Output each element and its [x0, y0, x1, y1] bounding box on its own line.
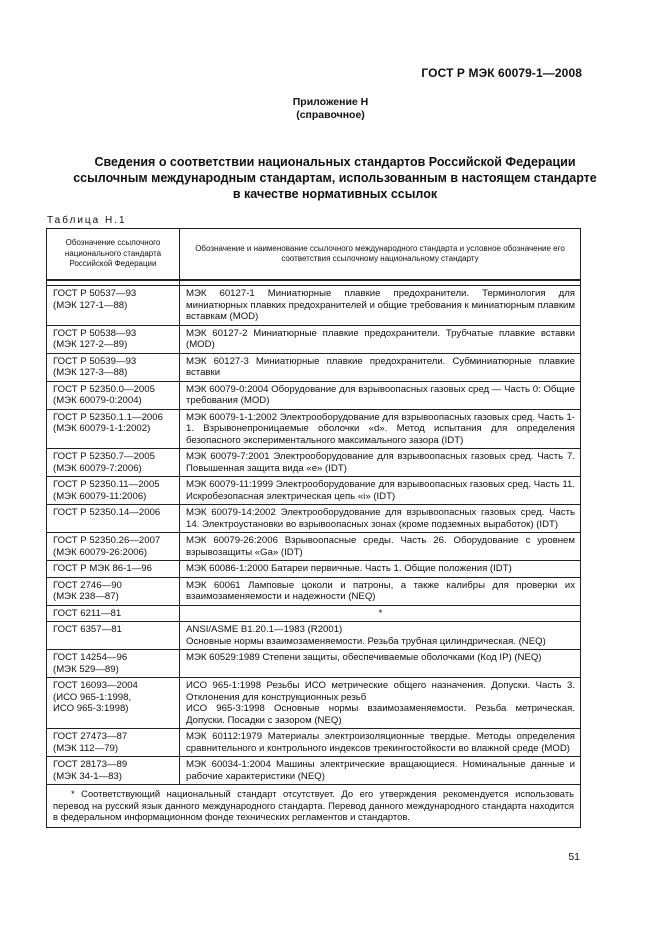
national-standard-cell: ГОСТ Р 52350.1.1—2006 (МЭК 60079-1-1:2002) [47, 409, 180, 449]
section-title-line-3: в качестве нормативных ссылок [232, 187, 438, 201]
annex-type: (справочное) [296, 109, 365, 121]
table-row [47, 286, 581, 326]
international-standard-cell: МЭК 60034-1:2004 Машины электрические вращающиеся. Номинальные данные и рабочие характеристики (NEQ) [180, 757, 581, 785]
correspondence-table-wrapper [46, 228, 580, 828]
national-standard-cell: ГОСТ 16093—2004 (ИСО 965-1:1998, ИСО 965-3:1998) [47, 678, 180, 729]
section-title [60, 154, 610, 202]
international-standard-cell: ANSI/ASME B1.20.1—1983 (R2001) Основные нормы взаимозаменяемости. Резьба трубная цилиндрическая. (NEQ) [180, 622, 581, 650]
table-row [47, 561, 581, 578]
table-row [47, 577, 581, 605]
national-standard-cell: ГОСТ Р 52350.11—2005 (МЭК 60079-11:2006) [47, 477, 180, 505]
table-row [47, 622, 581, 650]
footnote-marker-cell: * [180, 605, 581, 622]
international-standard-cell: МЭК 60112:1979 Материалы электроизоляционные твердые. Методы определения сравнительного и контрольного индексов трекингостойкости во влажной среде (MOD) [180, 729, 581, 757]
international-standard-cell: МЭК 60061 Ламповые цоколи и патроны, а также калибры для проверки их взаимозаменяемости и надежности (NEQ) [180, 577, 581, 605]
international-standard-cell: МЭК 60529:1989 Степени защиты, обеспечиваемые оболочками (Код IP) (NEQ) [180, 650, 581, 678]
international-standard-cell: МЭК 60079-11:1999 Электрооборудование для взрывоопасных газовых сред. Часть 11. Искробезопасная электрическая цепь «i» (IDT) [180, 477, 581, 505]
page-number: 51 [568, 851, 580, 863]
international-standard-cell: МЭК 60086-1:2000 Батареи первичные. Часть 1. Общие положения (IDT) [180, 561, 581, 578]
table-row [47, 678, 581, 729]
table-row [47, 533, 581, 561]
national-standard-cell: ГОСТ 27473—87 (МЭК 112—79) [47, 729, 180, 757]
national-standard-cell: ГОСТ Р 52350.14—2006 [47, 505, 180, 533]
table-row [47, 729, 581, 757]
national-standard-cell: ГОСТ 28173—89 (МЭК 34-1—83) [47, 757, 180, 785]
table-row [47, 505, 581, 533]
national-standard-cell: ГОСТ Р 52350.26—2007 (МЭК 60079-26:2006) [47, 533, 180, 561]
international-standard-cell: МЭК 60079-7:2001 Электрооборудование для взрывоопасных газовых сред. Часть 7. Повышенная защита вида «е» (IDT) [180, 449, 581, 477]
table-row [47, 381, 581, 409]
table-row [47, 605, 581, 622]
table-row [47, 757, 581, 785]
annex-heading [0, 96, 661, 122]
national-standard-cell: ГОСТ 14254—96 (МЭК 529—89) [47, 650, 180, 678]
international-standard-cell: МЭК 60079-14:2002 Электрооборудование для взрывоопасных газовых сред. Часть 14. Электроустановки во взрывоопасных зонах (кроме подземных выработок) (IDT) [180, 505, 581, 533]
table-row [47, 409, 581, 449]
national-standard-cell: ГОСТ 6357—81 [47, 622, 180, 650]
section-title-line-2: ссылочным международным стандартам, использованным в настоящем стандарте [73, 171, 597, 185]
table-footnote-row [47, 785, 581, 828]
national-standard-cell: ГОСТ 6211—81 [47, 605, 180, 622]
national-standard-cell: ГОСТ Р 52350.7—2005 (МЭК 60079-7:2006) [47, 449, 180, 477]
header-national-standard: Обозначение ссылочного национального стандарта Российской Федерации [47, 229, 180, 281]
table-row [47, 325, 581, 353]
table-row [47, 353, 581, 381]
footnote-text: * Соответствующий национальный стандарт отсутствует. До его утверждения рекомендуется использовать перевод на русский язык данного международного стандарта. Перевод данного международного стандарта находится в федеральном информационном фонде технических регламентов и стандартов. [53, 788, 574, 822]
table-row [47, 650, 581, 678]
national-standard-cell: ГОСТ Р 50539—93 (МЭК 127-3—88) [47, 353, 180, 381]
international-standard-cell: МЭК 60127-2 Миниатюрные плавкие предохранители. Трубчатые плавкие вставки (MOD) [180, 325, 581, 353]
table-header-row [47, 229, 581, 281]
national-standard-cell: ГОСТ 2746—90 (МЭК 238—87) [47, 577, 180, 605]
table-footnote [47, 785, 581, 828]
header-international-standard: Обозначение и наименование ссылочного международного стандарта и условное обозначение его соответствия ссылочному национальному стандарту [180, 229, 581, 281]
standard-designation: ГОСТ Р МЭК 60079-1—2008 [421, 66, 582, 80]
international-standard-cell: МЭК 60127-1 Миниатюрные плавкие предохранители. Терминология для миниатюрных плавких предохранителей и общие требования к миниатюрным плавким вставкам (MOD) [180, 286, 581, 326]
table-label: Таблица Н.1 [47, 215, 127, 226]
international-standard-cell: МЭК 60079-26:2006 Взрывоопасные среды. Часть 26. Оборудование с уровнем взрывозащиты «Ga» (IDT) [180, 533, 581, 561]
national-standard-cell: ГОСТ Р 52350.0—2005 (МЭК 60079-0:2004) [47, 381, 180, 409]
annex-title: Приложение Н [292, 96, 369, 108]
international-standard-cell: МЭК 60079-0:2004 Оборудование для взрывоопасных газовых сред — Часть 0: Общие требования (MOD) [180, 381, 581, 409]
national-standard-cell: ГОСТ Р МЭК 86-1—96 [47, 561, 180, 578]
national-standard-cell: ГОСТ Р 50538—93 (МЭК 127-2—89) [47, 325, 180, 353]
international-standard-cell: ИСО 965-1:1998 Резьбы ИСО метрические общего назначения. Допуски. Часть 3. Отклонения для конструкционных резьб ИСО 965-3:1998 Основные нормы взаимозаменяемости. Резьба метрическая. Допуски. Посадки с зазором (NEQ) [180, 678, 581, 729]
table-row [47, 477, 581, 505]
international-standard-cell: МЭК 60079-1-1:2002 Электрооборудование для взрывоопасных газовых сред. Часть 1-1. Взрывонепроницаемые оболочки «d». Метод испытания для определения безопасного экспериментального максимального зазора (IDT) [180, 409, 581, 449]
table-row [47, 449, 581, 477]
national-standard-cell: ГОСТ Р 50537—93 (МЭК 127-1—88) [47, 286, 180, 326]
international-standard-cell: МЭК 60127-3 Миниатюрные плавкие предохранители. Субминиатюрные плавкие вставки [180, 353, 581, 381]
correspondence-table [46, 228, 581, 828]
section-title-line-1: Сведения о соответствии национальных стандартов Российской Федерации [94, 155, 576, 169]
